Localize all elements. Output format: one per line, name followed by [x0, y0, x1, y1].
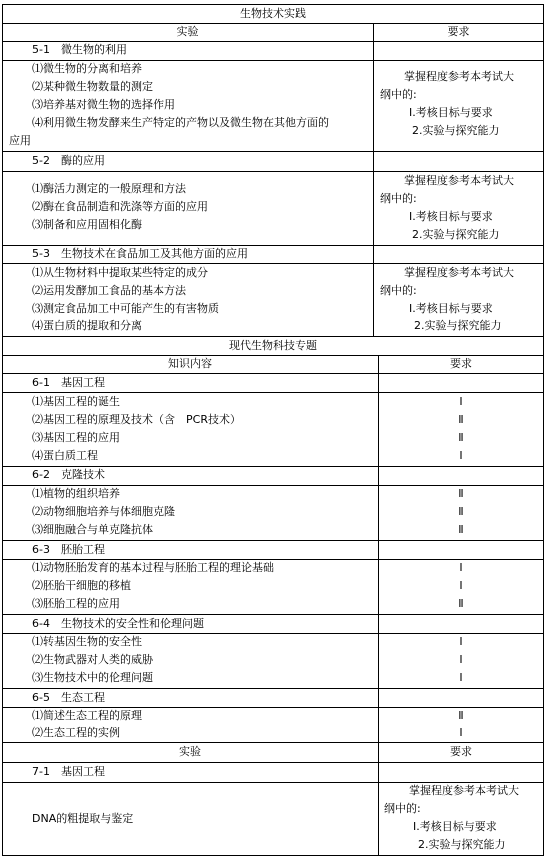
column-header-requirement: 要求: [447, 25, 470, 38]
requirement-text: 掌握程度参考本考试大: [404, 70, 514, 83]
list-item: ⑵生物武器对人类的威胁: [32, 653, 153, 666]
requirement-text: 掌握程度参考本考试大: [404, 266, 514, 279]
column-divider: [373, 23, 374, 336]
level-value: Ⅱ: [458, 431, 464, 444]
list-item: ⑷利用微生物发酵来生产特定的产物以及微生物在其他方面的: [32, 116, 329, 129]
level-value: Ⅰ: [459, 395, 463, 408]
level-value: Ⅱ: [458, 523, 464, 536]
list-item: ⑴酶活力测定的一般原理和方法: [32, 182, 186, 195]
list-item: ⑴基因工程的诞生: [32, 395, 120, 408]
level-value: Ⅰ: [459, 579, 463, 592]
group-title: 7-1 基因工程: [32, 765, 105, 778]
group-title: 6-4 生物技术的安全性和伦理问题: [32, 617, 204, 630]
level-value: Ⅱ: [458, 413, 464, 426]
level-value: Ⅱ: [458, 505, 464, 518]
requirement-text: 2.实验与探究能力: [412, 124, 500, 137]
list-item: ⑴植物的组织培养: [32, 487, 120, 500]
section-title: 生物技术实践: [240, 7, 306, 20]
level-value: Ⅰ: [459, 671, 463, 684]
list-item: ⑶细胞融合与单克隆抗体: [32, 523, 153, 536]
list-item: ⑵酶在食品制造和洗涤等方面的应用: [32, 200, 208, 213]
level-value: Ⅱ: [458, 487, 464, 500]
list-item: ⑶制备和应用固相化酶: [32, 218, 142, 231]
level-value: Ⅱ: [458, 597, 464, 610]
list-item: ⑴微生物的分离和培养: [32, 62, 142, 75]
list-item: ⑵生态工程的实例: [32, 726, 120, 739]
requirement-text: 2.实验与探究能力: [418, 838, 506, 851]
requirement-text: 2.实验与探究能力: [414, 319, 502, 332]
column-header-requirement: 要求: [450, 745, 472, 758]
requirement-text: 纲中的:: [380, 88, 417, 101]
column-header-experiment: 实验: [179, 745, 201, 758]
list-item: 应用: [9, 134, 31, 147]
requirement-text: 掌握程度参考本考试大: [404, 174, 514, 187]
table-border-right: [543, 4, 544, 855]
requirement-text: 纲中的:: [380, 192, 417, 205]
group-title: 6-2 克隆技术: [32, 468, 105, 481]
requirement-text: Ⅰ.考核目标与要求: [413, 820, 497, 833]
list-item: ⑶培养基对微生物的选择作用: [32, 98, 175, 111]
group-title: 6-1 基因工程: [32, 376, 105, 389]
group-title: 5-2 酶的应用: [32, 154, 105, 167]
list-item: ⑵运用发酵加工食品的基本方法: [32, 284, 186, 297]
list-item: DNA的粗提取与鉴定: [32, 812, 134, 825]
list-item: ⑶生物技术中的伦理问题: [32, 671, 153, 684]
list-item: ⑷蛋白质工程: [32, 449, 98, 462]
column-header-experiment: 实验: [176, 25, 199, 38]
requirement-text: Ⅰ.考核目标与要求: [409, 302, 493, 315]
section-title: 现代生物科技专题: [229, 339, 317, 352]
group-title: 6-5 生态工程: [32, 691, 105, 704]
requirement-text: Ⅰ.考核目标与要求: [409, 106, 493, 119]
list-item: ⑵动物细胞培养与体细胞克隆: [32, 505, 175, 518]
table-border-left: [2, 4, 3, 855]
requirement-text: 掌握程度参考本考试大: [409, 784, 519, 797]
group-title: 5-1 微生物的利用: [32, 43, 127, 56]
requirement-text: Ⅰ.考核目标与要求: [409, 210, 493, 223]
list-item: ⑴简述生态工程的原理: [32, 709, 142, 722]
list-item: ⑷蛋白质的提取和分离: [32, 319, 142, 332]
column-header-requirement: 要求: [450, 357, 472, 370]
level-value: Ⅰ: [459, 449, 463, 462]
level-value: Ⅰ: [459, 635, 463, 648]
requirement-text: 纲中的:: [380, 284, 417, 297]
list-item: ⑴动物胚胎发育的基本过程与胚胎工程的理论基础: [32, 561, 274, 574]
list-item: ⑶基因工程的应用: [32, 431, 120, 444]
level-value: Ⅰ: [459, 561, 463, 574]
column-header-knowledge: 知识内容: [168, 357, 212, 370]
requirement-text: 纲中的:: [384, 802, 421, 815]
requirement-text: 2.实验与探究能力: [412, 228, 500, 241]
list-item: ⑵基因工程的原理及技术（含 PCR技术）: [32, 413, 241, 426]
list-item: ⑴从生物材料中提取某些特定的成分: [32, 266, 208, 279]
list-item: ⑴转基因生物的安全性: [32, 635, 142, 648]
list-item: ⑶胚胎工程的应用: [32, 597, 120, 610]
level-value: Ⅰ: [459, 653, 463, 666]
group-title: 6-3 胚胎工程: [32, 543, 105, 556]
rule: [2, 855, 544, 856]
list-item: ⑵某种微生物数量的测定: [32, 80, 153, 93]
level-value: Ⅱ: [458, 709, 464, 722]
list-item: ⑶测定食品加工中可能产生的有害物质: [32, 302, 219, 315]
level-value: Ⅰ: [459, 726, 463, 739]
list-item: ⑵胚胎干细胞的移植: [32, 579, 131, 592]
group-title: 5-3 生物技术在食品加工及其他方面的应用: [32, 247, 248, 260]
